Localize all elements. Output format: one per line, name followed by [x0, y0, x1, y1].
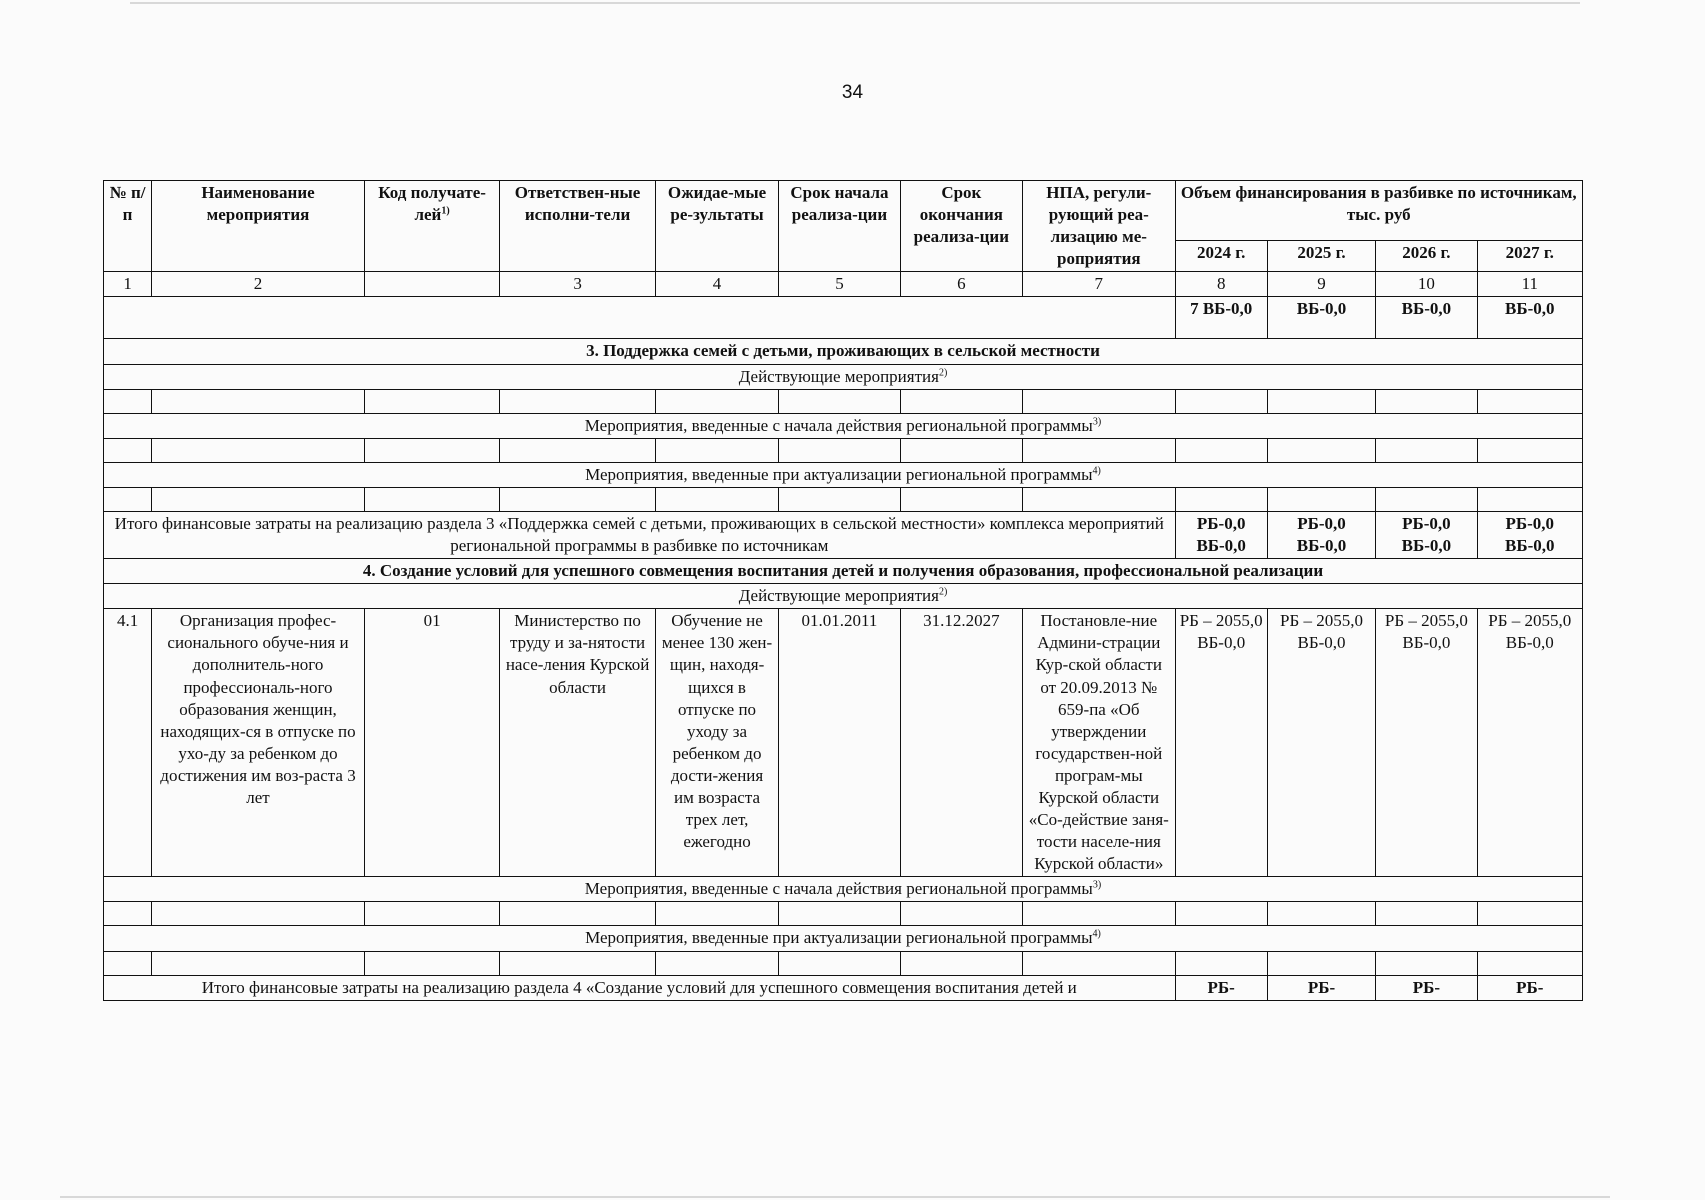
section-4-total-2025: РБ-: [1267, 975, 1375, 1000]
carry-over-row: [104, 297, 1583, 339]
footnote-2: 2): [938, 586, 948, 598]
total-vb: ВБ-0,0: [1401, 535, 1452, 555]
col-index: [364, 272, 499, 297]
item-fin-2027: [1477, 609, 1582, 877]
section-3-updated-text: Мероприятия, введенные при актуализации региональной программы: [585, 464, 1093, 484]
col-index: 5: [779, 272, 900, 297]
footnote-2: 2): [938, 366, 948, 378]
section-3-total-2027: [1477, 511, 1582, 558]
page-number: 34: [841, 82, 864, 103]
header-end: Срок окончания реализа-ции: [900, 181, 1022, 272]
footnote-3: 3): [1092, 879, 1102, 891]
section-3-current-label: [104, 364, 1583, 389]
item-executor: Министерство по труду и за-нятости насе-ления Курской области: [500, 609, 656, 877]
section-3-total-2024: [1175, 511, 1267, 558]
col-index: 2: [152, 272, 365, 297]
item-vb: ВБ-0,0: [1505, 633, 1554, 653]
item-vb: ВБ-0,0: [1402, 633, 1451, 653]
header-exec: Ответствен-ные исполни-тели: [500, 181, 656, 272]
header-num: № п/п: [104, 181, 152, 272]
footnote-1: 1): [441, 205, 450, 217]
item-start-date: 01.01.2011: [779, 609, 900, 877]
total-rb: РБ-0,0: [1196, 513, 1246, 533]
section-3-from-start-label: [104, 413, 1583, 438]
section-4-total-2024: РБ-: [1175, 975, 1267, 1000]
header-npa: НПА, регули-рующий реа-лизацию ме-роприятия: [1023, 181, 1176, 272]
total-vb: ВБ-0,0: [1196, 535, 1246, 555]
carry-over-blank: [104, 297, 1176, 339]
footnote-4: 4): [1092, 928, 1101, 940]
total-rb: РБ-0,0: [1505, 513, 1555, 533]
section-4-updated-text: Мероприятия, введенные при актуализации региональной программы: [585, 928, 1093, 948]
item-rb: РБ – 2055,0: [1384, 611, 1468, 631]
section-4-current-text: Действующие мероприятия: [738, 586, 939, 606]
header-year: 2026 г.: [1376, 240, 1477, 272]
section-3-updated-label: [104, 462, 1583, 487]
total-vb: ВБ-0,0: [1296, 535, 1347, 555]
item-npa: Постановле-ние Админи-страции Кур-ской области от 20.09.2013 № 659-па «Об утверждении государствен-ной програм-мы Курской области «Со-действие заня-тости населе-ния Курской области»: [1023, 609, 1176, 877]
item-name: Организация профес-сионального обуче-ния и дополнитель-ного профессиональ-ного образования женщин, находящих-ся в отпуске по ухо-ду за ребенком до достижения им воз-раста 3 лет: [152, 609, 365, 877]
col-index: 3: [500, 272, 656, 297]
section-3-current-text: Действующие мероприятия: [738, 366, 939, 386]
item-vb: ВБ-0,0: [1197, 633, 1246, 653]
header-year: 2027 г.: [1477, 240, 1582, 272]
section-3-total-2026: [1376, 511, 1477, 558]
section-3-total-2025: [1267, 511, 1375, 558]
empty-row: [104, 902, 1583, 926]
section-3-from-start-text: Мероприятия, введенные с начала действия региональной программы: [584, 415, 1093, 435]
carry-value: ВБ-0,0: [1267, 297, 1375, 339]
section-4-updated-label: [104, 926, 1583, 951]
total-vb: ВБ-0,0: [1505, 535, 1555, 555]
header-code-text: Код получате-лей: [378, 183, 486, 225]
header-start: Срок начала реализа-ции: [779, 181, 900, 272]
total-rb: РБ-0,0: [1402, 513, 1451, 533]
section-4-from-start-label: [104, 877, 1583, 902]
section-4-total-2026: РБ-: [1376, 975, 1477, 1000]
item-rb: РБ – 2055,0: [1179, 611, 1263, 631]
column-index-row: [104, 272, 1583, 297]
empty-row: [104, 438, 1583, 462]
scan-edge-top: [130, 2, 1580, 4]
section-3-total-row: [104, 511, 1583, 558]
program-table: [103, 180, 1583, 1001]
carry-value: ВБ-0,0: [1477, 297, 1582, 339]
col-index: 9: [1267, 272, 1375, 297]
col-index: 10: [1376, 272, 1477, 297]
carry-value: ВБ-0,0: [1376, 297, 1477, 339]
header-code: [364, 181, 499, 272]
item-rb: РБ – 2055,0: [1280, 611, 1363, 631]
header-result: Ожидае-мые ре-зультаты: [655, 181, 778, 272]
header-year: 2025 г.: [1267, 240, 1375, 272]
header-financing: Объем финансирования в разбивке по источникам, тыс. руб: [1175, 181, 1582, 241]
empty-row: [104, 951, 1583, 975]
item-vb: ВБ-0,0: [1297, 633, 1346, 653]
section-4-from-start-text: Мероприятия, введенные с начала действия региональной программы: [584, 879, 1093, 899]
header-row: [104, 181, 1583, 241]
item-num: 4.1: [104, 609, 152, 877]
col-index: 8: [1175, 272, 1267, 297]
section-4-total-label: Итого финансовые затраты на реализацию раздела 4 «Создание условий для успешного совмещения воспитания детей и: [104, 975, 1176, 1000]
item-end-date: 31.12.2027: [900, 609, 1022, 877]
section-4-title: 4. Создание условий для успешного совмещения воспитания детей и получения образования, профессиональной реализации: [104, 559, 1583, 584]
col-index: 4: [655, 272, 778, 297]
carry-value: 7 ВБ-0,0: [1175, 297, 1267, 339]
scan-edge-bottom: [60, 1196, 1610, 1198]
section-4-total-2027: РБ-: [1477, 975, 1582, 1000]
col-index: 1: [104, 272, 152, 297]
total-rb: РБ-0,0: [1297, 513, 1346, 533]
item-result: Обучение не менее 130 жен-щин, находя-щихся в отпуске по уходу за ребенком до дости-жения им возраста трех лет, ежегодно: [655, 609, 778, 877]
item-4-1-row: [104, 609, 1583, 877]
header-year: 2024 г.: [1175, 240, 1267, 272]
item-fin-2024: [1175, 609, 1267, 877]
col-index: 6: [900, 272, 1022, 297]
item-fin-2025: [1267, 609, 1375, 877]
empty-row: [104, 487, 1583, 511]
col-index: 7: [1023, 272, 1176, 297]
empty-row: [104, 389, 1583, 413]
section-3-total-label: Итого финансовые затраты на реализацию раздела 3 «Поддержка семей с детьми, проживающих в сельской местности» комплекса мероприятий региональной программы в разбивке по источникам: [104, 511, 1176, 558]
footnote-3: 3): [1092, 416, 1102, 427]
section-4-total-row: [104, 975, 1583, 1000]
section-4-current-label: [104, 584, 1583, 609]
header-name: Наименование мероприятия: [152, 181, 365, 272]
item-code: 01: [364, 609, 499, 877]
item-fin-2026: [1376, 609, 1477, 877]
col-index: 11: [1477, 272, 1582, 297]
section-3-title: 3. Поддержка семей с детьми, проживающих в сельской местности: [104, 339, 1583, 364]
item-rb: РБ – 2055,0: [1488, 611, 1572, 631]
footnote-4: 4): [1092, 465, 1101, 477]
